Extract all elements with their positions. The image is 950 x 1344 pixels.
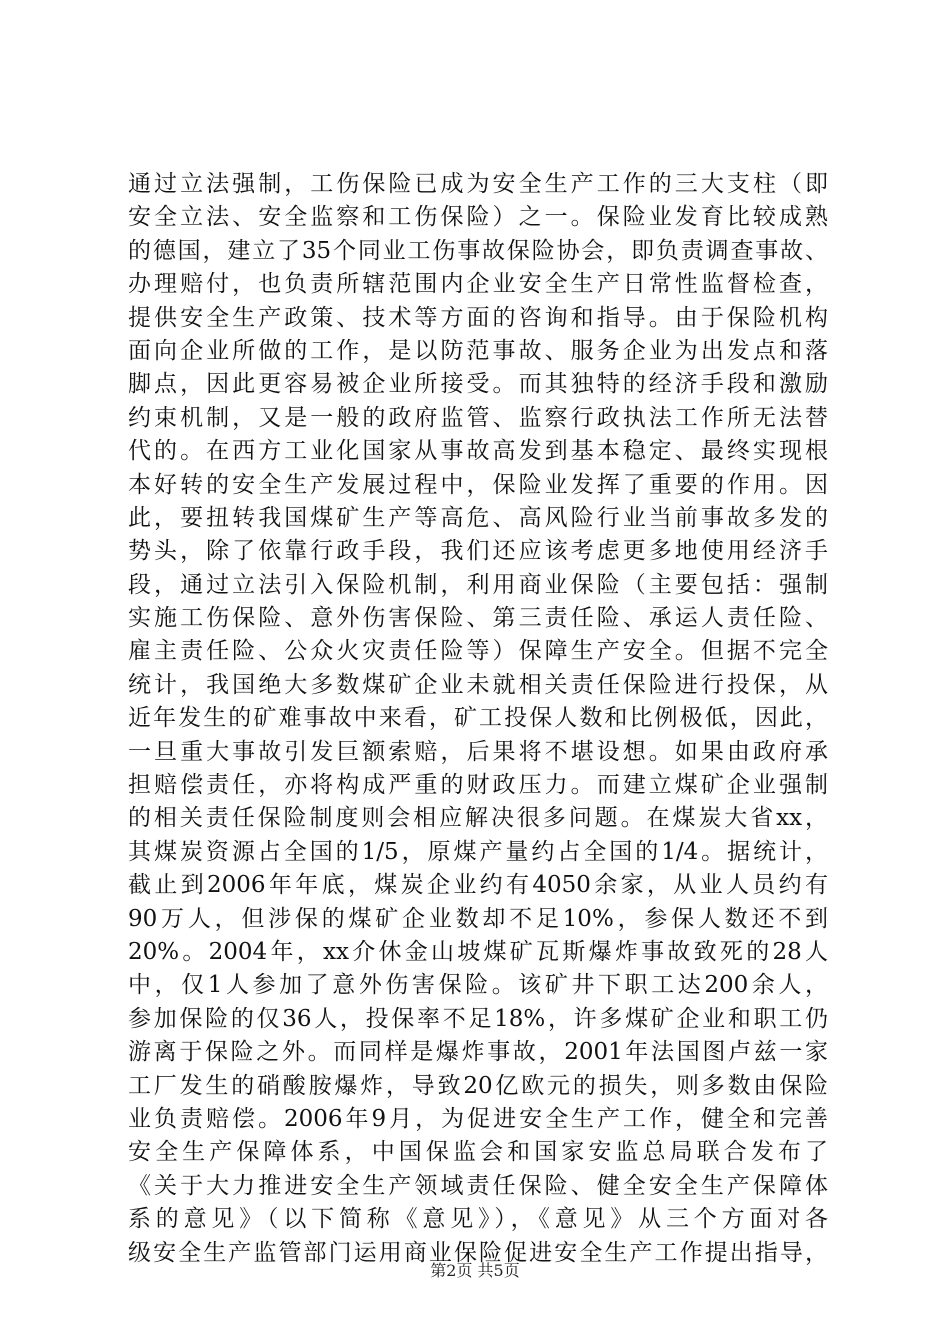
text-line: 办理赔付，也负责所辖范围内企业安全生产日常性监督检查， (128, 271, 828, 298)
text-line: 约束机制，又是一般的政府监管、监察行政执法工作所无法替 (128, 404, 828, 431)
text-line: 脚点，因此更容易被企业所接受。而其独特的经济手段和激励 (128, 371, 828, 398)
text-line: 代的。在西方工业化国家从事故高发到基本稳定、最终实现根 (128, 438, 828, 465)
text-line: 势头，除了依靠行政手段，我们还应该考虑更多地使用经济手 (128, 538, 828, 565)
text-line: 统计，我国绝大多数煤矿企业未就相关责任保险进行投保，从 (128, 671, 828, 698)
text-line: 本好转的安全生产发展过程中，保险业发挥了重要的作用。因 (128, 471, 828, 498)
text-line: 一旦重大事故引发巨额索赔，后果将不堪设想。如果由政府承 (128, 738, 828, 765)
text-line: 的相关责任保险制度则会相应解决很多问题。在煤炭大省xx， (128, 805, 828, 832)
text-line: 提供安全生产政策、技术等方面的咨询和指导。由于保险机构 (128, 304, 828, 331)
body-paragraph (128, 168, 828, 1270)
text-line: 安全生产保障体系，中国保监会和国家安监总局联合发布了 (128, 1139, 828, 1166)
text-line: 级安全生产监管部门运用商业保险促进安全生产工作提出指导， (128, 1239, 828, 1266)
text-line: 其煤炭资源占全国的1/5，原煤产量约占全国的1/4。据统计， (128, 838, 828, 865)
page-footer: 第2页 共5页 (430, 1261, 520, 1280)
text-line: 工厂发生的硝酸胺爆炸，导致20亿欧元的损失，则多数由保险 (128, 1072, 828, 1099)
text-line: 安全立法、安全监察和工伤保险）之一。保险业发育比较成熟 (128, 204, 828, 231)
text-line: 游离于保险之外。而同样是爆炸事故，2001年法国图卢兹一家 (128, 1039, 828, 1066)
text-line: 面向企业所做的工作，是以防范事故、服务企业为出发点和落 (128, 337, 828, 364)
text-line: 此，要扭转我国煤矿生产等高危、高风险行业当前事故多发的 (128, 504, 828, 531)
text-line: 担赔偿责任，亦将构成严重的财政压力。而建立煤矿企业强制 (128, 772, 828, 799)
text-line: 20%。2004年，xx介休金山坡煤矿瓦斯爆炸事故致死的28人 (128, 938, 828, 965)
text-line: 参加保险的仅36人，投保率不足18%，许多煤矿企业和职工仍 (128, 1005, 828, 1032)
text-line: 业负责赔偿。2006年9月，为促进安全生产工作，健全和完善 (128, 1105, 828, 1132)
text-line: 截止到2006年年底，煤炭企业约有4050余家，从业人员约有 (128, 872, 828, 899)
text-line: 实施工伤保险、意外伤害保险、第三责任险、承运人责任险、 (128, 605, 828, 632)
text-line: 系的意见》（以下简称《意见》），《意见》从三个方面对各 (128, 1206, 828, 1233)
text-line: 近年发生的矿难事故中来看，矿工投保人数和比例极低，因此， (128, 705, 828, 732)
text-line: 通过立法强制，工伤保险已成为安全生产工作的三大支柱（即 (128, 171, 828, 197)
text-line: 段，通过立法引入保险机制，利用商业保险（主要包括：强制 (128, 571, 828, 598)
text-line: 的德国，建立了35个同业工伤事故保险协会，即负责调查事故、 (128, 237, 828, 264)
text-line: 《关于大力推进安全生产领域责任保险、健全安全生产保障体 (128, 1172, 828, 1199)
text-line: 中，仅1人参加了意外伤害保险。该矿井下职工达200余人， (128, 972, 828, 999)
text-line: 雇主责任险、公众火灾责任险等）保障生产安全。但据不完全 (128, 638, 828, 665)
text-line: 90万人，但涉保的煤矿企业数却不足10%，参保人数还不到 (128, 905, 828, 932)
